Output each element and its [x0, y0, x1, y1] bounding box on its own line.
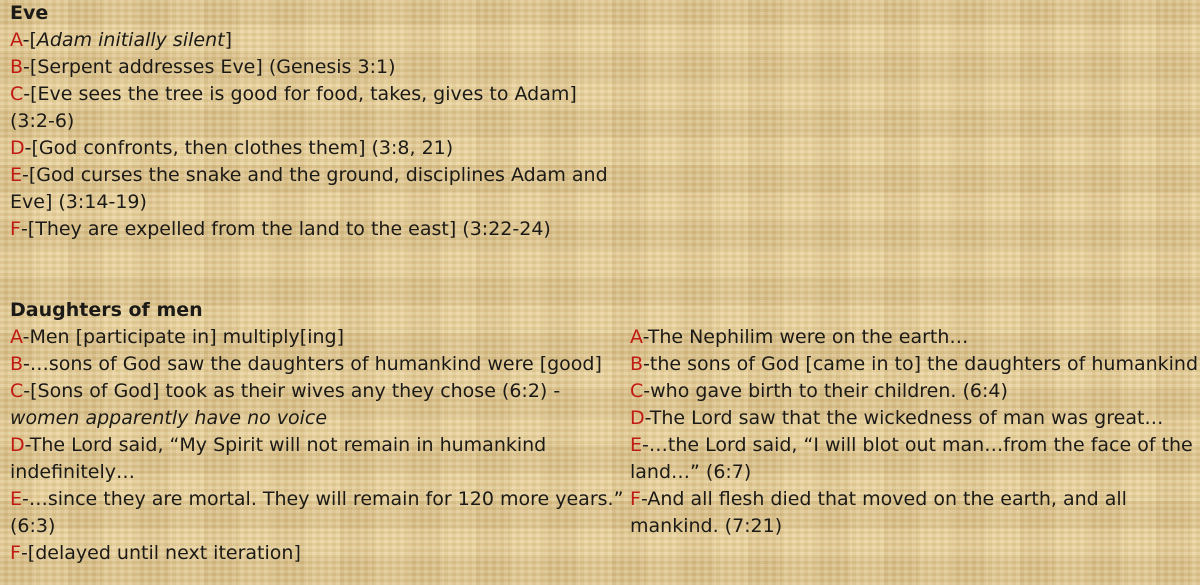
daughters-right-f-letter: F	[630, 488, 641, 510]
daughters-left-item-e	[10, 486, 623, 513]
daughters-right-item-d	[630, 405, 1198, 432]
eve-item-c-text: [Eve sees the tree is good for food, takes, gives to Adam]	[30, 83, 577, 105]
daughters-left-c-letter: C	[10, 380, 24, 402]
daughters-right-item-c	[630, 378, 1198, 405]
eve-item-f-text: [They are expelled from the land to the east] (3:22-24)	[27, 218, 551, 240]
eve-item-b-letter: B	[10, 56, 24, 78]
daughters-right-c-text: who gave birth to their children. (6:4)	[650, 380, 1008, 402]
daughters-right-c-sep: -	[643, 380, 651, 402]
eve-item-e-letter: E	[10, 164, 23, 186]
daughters-left-d-letter: D	[10, 434, 25, 456]
daughters-left-column	[10, 297, 623, 567]
daughters-left-f-text: [delayed until next iteration]	[27, 542, 301, 564]
eve-item-b-sep: -	[23, 56, 30, 78]
daughters-left-c-sep: -	[23, 380, 31, 402]
daughters-left-e-text: …since they are mortal. They will remain for 120 more years.”	[28, 488, 624, 510]
daughters-left-item-c-cont: women apparently have no voice	[10, 407, 328, 429]
eve-item-e-sep: -	[22, 164, 29, 186]
daughters-left-item-d-cont: indefinitely…	[10, 461, 136, 483]
eve-item-a-close: ]	[224, 29, 232, 51]
eve-item-f-letter: F	[10, 218, 21, 240]
daughters-left-item-c	[10, 378, 623, 405]
eve-item-c	[10, 81, 608, 108]
daughters-left-b-sep: -	[23, 353, 30, 375]
daughters-right-b-letter: B	[630, 353, 644, 375]
daughters-right-b-text: the sons of God [came in to] the daughters of humankind	[649, 353, 1199, 375]
eve-heading: Eve	[10, 2, 49, 24]
daughters-right-item-e	[630, 432, 1198, 459]
daughters-right-d-letter: D	[630, 407, 645, 429]
eve-item-f	[10, 216, 608, 243]
eve-item-d-sep: -	[24, 137, 32, 159]
daughters-left-c-text: [Sons of God] took as their wives any they chose (6:2) -	[30, 380, 561, 402]
eve-item-c-cont: (3:2-6)	[10, 110, 75, 132]
eve-item-d-letter: D	[10, 137, 25, 159]
daughters-left-d-text: The Lord said, “My Spirit will not remain in humankind	[29, 434, 547, 456]
daughters-left-item-b	[10, 351, 623, 378]
daughters-left-item-e-cont: (6:3)	[10, 515, 56, 537]
eve-item-d-text: [God confronts, then clothes them] (3:8, 21)	[31, 137, 454, 159]
daughters-right-a-sep: -	[642, 326, 648, 348]
daughters-right-column	[630, 324, 1198, 540]
daughters-left-item-f	[10, 540, 623, 567]
daughters-heading: Daughters of men	[10, 299, 203, 321]
eve-item-a-letter: A	[10, 29, 23, 51]
eve-item-a-open: [	[29, 29, 37, 51]
daughters-left-e-sep: -	[22, 488, 29, 510]
daughters-right-item-f	[630, 486, 1198, 513]
daughters-right-a-letter: A	[630, 326, 643, 348]
daughters-right-a-text: The Nephilim were on the earth…	[647, 326, 969, 348]
daughters-right-e-text: …the Lord said, “I will blot out man…from the face of the	[648, 434, 1193, 456]
eve-item-a-sep: -	[22, 29, 30, 51]
daughters-left-a-sep: -	[22, 326, 30, 348]
eve-item-d	[10, 135, 608, 162]
daughters-left-item-a	[10, 324, 623, 351]
eve-item-e	[10, 162, 608, 189]
eve-item-c-sep: -	[23, 83, 31, 105]
eve-item-e-text: [God curses the snake and the ground, disciplines Adam and	[28, 164, 608, 186]
eve-item-e-cont: Eve] (3:14-19)	[10, 191, 147, 213]
daughters-left-f-sep: -	[20, 542, 28, 564]
daughters-left-item-d	[10, 432, 623, 459]
eve-item-c-letter: C	[10, 83, 24, 105]
daughters-right-e-sep: -	[642, 434, 649, 456]
daughters-left-a-text: Men [participate in] multiply[ing]	[29, 326, 345, 348]
daughters-left-b-text: …sons of God saw the daughters of humankind were [good]	[29, 353, 602, 375]
daughters-right-item-a	[630, 324, 1198, 351]
daughters-left-e-letter: E	[10, 488, 23, 510]
eve-item-b-text: [Serpent addresses Eve] (Genesis 3:1)	[29, 56, 396, 78]
daughters-right-d-sep: -	[644, 407, 650, 429]
daughters-right-f-sep: -	[640, 488, 648, 510]
eve-item-a-italic: Adam initially silent	[36, 29, 225, 51]
daughters-right-item-f-cont: mankind. (7:21)	[630, 515, 783, 537]
daughters-right-item-b	[630, 351, 1198, 378]
daughters-right-item-e-cont: land…” (6:7)	[630, 461, 752, 483]
daughters-right-d-text: The Lord saw that the wickedness of man was great…	[649, 407, 1164, 429]
daughters-left-d-sep: -	[24, 434, 30, 456]
eve-section	[10, 0, 608, 243]
daughters-right-f-text: And all flesh died that moved on the earth, and all	[647, 488, 1127, 510]
daughters-left-a-letter: A	[10, 326, 23, 348]
eve-item-f-sep: -	[20, 218, 28, 240]
daughters-right-c-letter: C	[630, 380, 644, 402]
daughters-right-e-letter: E	[630, 434, 643, 456]
daughters-left-b-letter: B	[10, 353, 24, 375]
eve-item-b	[10, 54, 608, 81]
daughters-left-f-letter: F	[10, 542, 21, 564]
eve-item-a	[10, 27, 608, 54]
daughters-right-b-sep: -	[643, 353, 650, 375]
